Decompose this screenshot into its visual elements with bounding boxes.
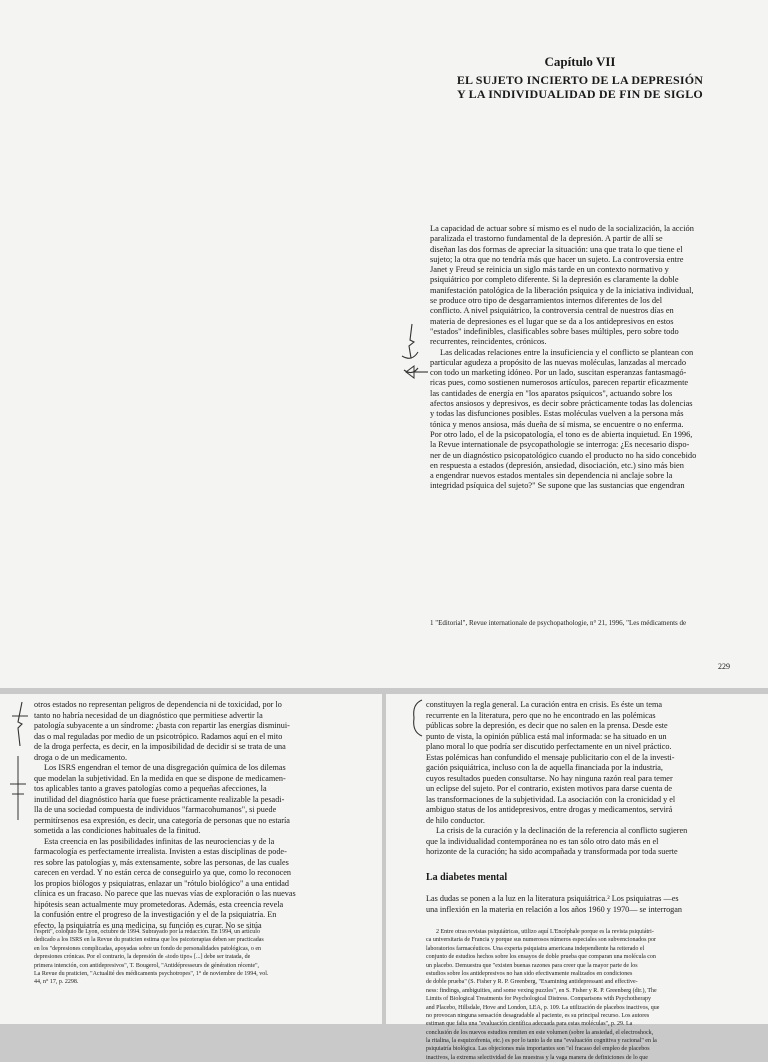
text-line: gación psiquiátrica, incluso con la de aquella financiada por la industria, <box>426 763 663 772</box>
footnote-line: conclusión de los nuevos estudios remiten en este volumen (sobre la ansiedad, el electroshock, <box>426 1029 654 1036</box>
text-line: públicas sobre la depresión, es decir que no salen en la prensa. Desde este <box>426 721 668 730</box>
book-page-230 <box>0 694 382 1024</box>
text-line: farmacología es perfectamente irrealista. Invisten a estas disciplinas de pode- <box>34 847 287 856</box>
text-line: Los ISRS engendran el temor de una disgregación química de los dilemas <box>44 763 286 772</box>
text-line: un eclipse del sujeto. Por el contrario, existen motivos para darse cuenta de <box>426 784 673 793</box>
footnote-line: ness: findings, ambiguities, and some vexing puzzles", en S. Fisher y R. P. Greenberg (dir.), The <box>426 987 657 994</box>
text-line: ner de un diagnóstico psicopatológico cuando el producto no ha sido concebido <box>430 450 697 460</box>
chapter-body-text <box>430 224 730 492</box>
text-line: clínica es un fracaso. No parece que las nuevas vías de exploración o las nuevas <box>34 889 296 898</box>
text-line: sometida a las condiciones habituales de la finitud. <box>34 826 201 835</box>
text-line: la Revue internationale de psycopathologie se interroga: ¿Es necesario dispo- <box>430 440 690 450</box>
footnote-line: 2 Entre otras revistas psiquiátricas, utilizo aquí L'Encéphale porque es la revista psiquiátri- <box>436 929 654 935</box>
text-line: La capacidad de actuar sobre sí mismo es el nudo de la socialización, la acción <box>430 224 694 233</box>
text-line: ambiguo status de los antidepresivos, entre drogas y medicamentos, servirá <box>426 805 673 814</box>
text-line: que modelan la subjetividad. En la medida en que se dispone de medicamen- <box>34 773 286 783</box>
chapter-label: Capítulo VII <box>544 54 616 69</box>
left-page-body-text <box>34 700 364 931</box>
text-line: las transformaciones de la subjetividad. La asociación con la cronicidad y el <box>426 794 676 804</box>
text-line: La crisis de la curación y la declinación de la referencia al conflicto sugieren <box>436 826 688 835</box>
footnote-line: l'esprit", coloquio de Lyon, octubre de 1994. Subrayado por la redacción. En 1994, un artículo <box>34 929 260 935</box>
text-line: hipótesis sean actualmente muy prometedoras. Además, esta creencia revela <box>34 899 284 909</box>
right-page-body-text <box>426 700 752 858</box>
text-line: cuyos resultados pueden consultarse. No hay ninguna razón real para temer <box>426 773 673 783</box>
text-line: Estas polémicas han confundido el mensaje publicitario con el de la investi- <box>426 752 675 762</box>
text-line: una inflexión en la materia en relación a los años 1960 y 1970— se interrogan <box>426 904 683 914</box>
text-line: tónica y menos ansiosa, más dueña de sí misma, se encuentre o no enferma. <box>430 419 684 429</box>
text-line: conflicto. A nivel psiquiátrico, la controversia central de nuestros días en <box>430 306 674 316</box>
text-line: que la individualidad contemporánea no es tan sólo otro dato más en el <box>426 836 659 846</box>
text-line: las cantidades de energía en "los aparatos psíquicos", actuando sobre los <box>430 388 673 398</box>
footnote-line: no provocan ninguna sensación desagradable al paciente, es su principal recurso. Los autores <box>426 1012 650 1019</box>
text-line: psiquiátrico por completo diferente. Si la depresión es claramente la doble <box>430 275 679 285</box>
text-line: Esta creencia en las posibilidades infinitas de las neurociencias y de la <box>44 836 275 846</box>
text-line: sujeto; la otra que no tendría más que hacer un sujeto. La controversia entre <box>430 254 684 264</box>
text-line: a engendrar nuevos estados mentales sin dependencia ni anclaje sobre la <box>430 471 673 481</box>
text-line: inutilidad del diagnóstico haría que fuese prácticamente realizable la pesadi- <box>34 794 285 804</box>
text-line: afectos ansiosos y depresivos, es decir sobre prácticamente todas las dolencias <box>430 399 693 409</box>
chapter-title-line-2: Y LA INDIVIDUALIDAD DE FIN DE SIGLO <box>457 87 703 101</box>
footnote-line: 44, n° 17, p. 2298. <box>34 979 79 986</box>
text-line: Janet y Freud se reinicia un siglo más tarde en un contexto normativo y <box>430 265 669 275</box>
footnote-line: depresiones crónicas. Por el contrario, la depresión de «todo tipo» [...] debe ser tratada, de <box>34 954 251 961</box>
handwritten-bracket-mark <box>8 700 32 748</box>
footnote-line: de doble prueba" (S. Fisher y R. P. Greenberg, "Examining antidepressant and effective- <box>426 979 638 986</box>
text-line: patología subyacente a un síndrome: ¿basta con repartir las energías disminui- <box>34 721 290 730</box>
text-line: otros estados no representan peligros de dependencia ni de toxicidad, por lo <box>34 700 282 709</box>
right-page-section-text <box>426 894 752 915</box>
text-line: horizonte de la curación; ha sido acompañada y transformada por toda suerte <box>426 847 678 856</box>
book-page-231 <box>386 694 768 1061</box>
text-line: diseñan las dos formas de apreciar la situación: una que trata lo que tiene el <box>430 244 683 254</box>
section-heading: La diabetes mental <box>426 872 508 883</box>
text-line: de hilo conductor. <box>426 815 485 825</box>
text-line: en respuesta a estados (depresión, ansiedad, disociación, etc.) sino más bien <box>430 460 684 470</box>
page-number: 229 <box>718 662 730 671</box>
footnote-line: estiman que falta una "evaluación científica adecuada para estas moléculas", p. 29. La <box>426 1021 633 1028</box>
text-line: paralizada el trastorno fundamental de la depresión. A partir de allí se <box>430 234 663 244</box>
text-line: manifestación patológica de la liberación psíquica y de la iniciativa individual, <box>430 285 694 295</box>
footnote-line: la ritalina, la esquizofrenia, etc.) es por lo tanto la de una "evaluación cognitiva y racional" en la <box>426 1038 657 1045</box>
right-page-footnote <box>426 928 752 1062</box>
text-line: se produce otro tipo de desgarramientos internos diferentes de los del <box>430 296 663 306</box>
text-line: recurrente en la literatura, pero que no he encontrado en las polémicas <box>426 710 656 720</box>
text-line: lla de una sociedad compuesta de individuos "farmacohumanos", si puede <box>34 805 277 814</box>
footnote-line: La Revue du praticien, "Actualité des médicaments psychotropes", 1° de noviembre de 1994, vol. <box>34 970 269 977</box>
footnote-line: laboratorios farmacéuticos. Una experta psiquiatra americana independiente ha reiterado el <box>426 945 645 952</box>
text-line: punto de vista, la opinión pública está mal informada: se ha situado en un <box>426 731 667 741</box>
text-line: y todas las disfunciones posibles. Estas moléculas vuelven a la persona más <box>430 409 684 419</box>
text-line: tos aplicables tanto a graves patologías como a pequeñas afecciones, la <box>34 784 267 793</box>
text-line: Las dudas se ponen a la luz en la literatura psiquiátrica.² Los psiquiatras —es <box>426 894 679 903</box>
footnote-line: en los "depresiones complicadas, apoyadas sobre un fondo de personalidades patológicas, o en <box>34 945 262 952</box>
text-line: res sobre las patologías y, más extensamente, sobre las personas, de las cuales <box>34 857 289 867</box>
text-line: con todo un marketing idóneo. Por un lado, suscitan esperanzas fantasmagó- <box>430 368 687 378</box>
text-line: de la droga perfecta, es decir, en la imposibilidad de decidir si se trata de una <box>34 742 286 751</box>
text-line: recurrentes, reincidentes, crónicos. <box>430 337 547 347</box>
text-line: particular agudeza a propósito de las nuevas moléculas, lanzadas al mercado <box>430 357 687 367</box>
text-line: plano moral lo que podría ser discutido perfectamente en un nivel práctico. <box>426 742 672 751</box>
handwritten-margin-mark <box>6 754 30 824</box>
footnote-line: Limits of Biological Treatments for Psychological Distress. Comparisons with Psychotherapy <box>426 996 651 1003</box>
footnote-line: dedicado a los ISRS en la Revue du praticien estima que los psicoterapias deben ser practicadas <box>34 937 264 944</box>
footnote: 1 "Editorial", Revue internationale de psychopathologie, n° 21, 1996, "Les médicaments de <box>430 619 687 627</box>
footnote-line: conjunto de estudios hechos sobre los ensayos de doble prueba que comparan una molécula con <box>426 954 656 961</box>
text-line: integridad psíquica del sujeto?" Se supone que las sustancias que engendran <box>430 481 685 491</box>
text-line: constituyen la regla general. La curación entra en crisis. Es éste un tema <box>426 700 662 709</box>
chapter-title-line-1: EL SUJETO INCIERTO DE LA DEPRESIÓN <box>456 73 704 87</box>
text-line: das o mal reguladas por medio de un psicotrópico. Radamos aquí en el mito <box>34 731 283 741</box>
left-page-footnote <box>34 928 364 987</box>
footnote-line: estudios sobre los antidepresivos no han sido efectivamente realizados en condiciones <box>426 970 633 977</box>
footnote-line: primera intención, con antidepresivos", T. Bougerol, "Antidépresseurs de génération récente", <box>34 962 260 969</box>
footnote-line: un placebo. Demuestra que "existen buenas razones para creer que la mayor parte de los <box>426 962 638 969</box>
text-line: ricas pues, como sostienen numerosos artículos, parecen repartir eficazmente <box>430 378 689 388</box>
text-line: droga o de un medicamento. <box>34 752 127 762</box>
text-line: tanto no habría necesidad de un diagnóstico que permitiese advertir la <box>34 710 263 720</box>
text-line: Por otro lado, el de la psicopatología, el tono es de abierta inquietud. En 1996, <box>430 429 693 439</box>
text-line: los propios biólogos y psiquiatras, enlazar un "rótulo biológico" a una entidad <box>34 878 289 888</box>
text-line: permitírsenos esa expresión, es decir, una categoría de personas que no estaría <box>34 815 290 825</box>
footnote-line: and Placebo, Hillsdale, Hove and London, LEA, p. 109. La utilización de placebos inactivos, que <box>426 1004 660 1011</box>
footnote-line: psiquiatría biológica. Las objeciones más importantes son "el fracaso del empleo de placebos <box>426 1046 650 1053</box>
handwritten-bracket-mark <box>408 698 426 738</box>
text-line: carecen en verdad. Y no están cerca de conseguirlo ya que, como lo reconocen <box>34 868 291 877</box>
handwritten-arrow-mark <box>404 362 430 382</box>
text-line: la confusión entre el progreso de la investigación y el de la psiquiatría. En <box>34 910 277 919</box>
text-line: efecto, la psiquiatría es una medicina, su función es curar. No se sitúa <box>34 920 262 930</box>
footnote-line: ca universitaria de Francia y porque sus numerosos números especiales son subvencionados por <box>426 937 656 944</box>
text-line: Las delicadas relaciones entre la insuficiencia y el conflicto se plantean con <box>440 347 694 357</box>
footnote-line: inactivos, la extrema selectividad de las muestras y la vaga manera de definiciones de lo que <box>426 1054 648 1061</box>
text-line: "estados" indefinibles, clasificables sobre bases múltiples, pero sobre todo <box>430 326 679 336</box>
text-line: materia de depresiones es el lugar que se da a los antidepresivos en estos <box>430 316 674 326</box>
